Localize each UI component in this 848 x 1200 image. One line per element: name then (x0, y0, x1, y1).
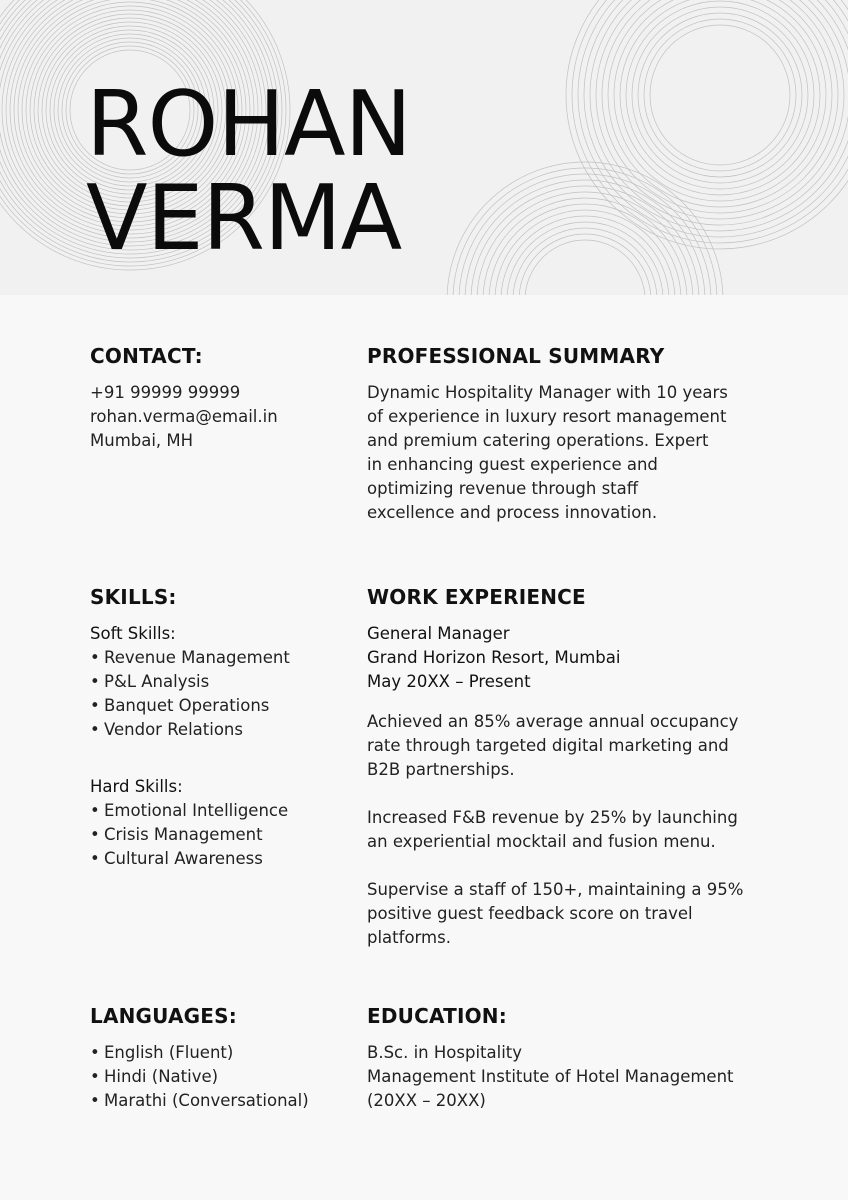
summary-heading: PROFESSIONAL SUMMARY (367, 344, 665, 368)
education-degree: B.Sc. in Hospitality (367, 1043, 523, 1062)
achievement-line: platforms. (367, 928, 451, 947)
contact-details (90, 381, 330, 453)
education-details (367, 1041, 787, 1113)
summary-text (367, 381, 767, 525)
achievement-line: B2B partnerships. (367, 760, 515, 779)
contact-heading: CONTACT: (90, 344, 203, 368)
achievement-line: positive guest feedback score on travel (367, 904, 693, 923)
languages-heading: LANGUAGES: (90, 1004, 237, 1028)
education-years: (20XX – 20XX) (367, 1091, 486, 1110)
skills-list (90, 622, 340, 871)
list-item: • Hindi (Native) (90, 1065, 350, 1089)
summary-line: and premium catering operations. Expert (367, 431, 709, 450)
hard-skills-label: Hard Skills: (90, 777, 183, 796)
achievement-line: rate through targeted digital marketing and (367, 736, 729, 755)
list-item: • Cultural Awareness (90, 847, 340, 871)
achievement-line: an experiential mocktail and fusion menu. (367, 832, 716, 851)
summary-line: in enhancing guest experience and (367, 455, 658, 474)
summary-line: of experience in luxury resort management (367, 407, 727, 426)
languages-list (90, 1041, 350, 1113)
list-item: • Revenue Management (90, 646, 340, 670)
candidate-name (86, 72, 411, 271)
achievement-line: Increased F&B revenue by 25% by launching (367, 808, 738, 827)
experience-details (367, 622, 777, 950)
list-item: • English (Fluent) (90, 1041, 350, 1065)
job-company: Grand Horizon Resort, Mumbai (367, 648, 621, 667)
list-item: • Emotional Intelligence (90, 799, 340, 823)
achievement-line: Supervise a staff of 150+, maintaining a 95% (367, 880, 744, 899)
summary-line: excellence and process innovation. (367, 503, 658, 522)
summary-line: Dynamic Hospitality Manager with 10 years (367, 383, 728, 402)
job-dates: May 20XX – Present (367, 672, 531, 691)
achievement-line: Achieved an 85% average annual occupancy (367, 712, 739, 731)
list-item: • P&L Analysis (90, 670, 340, 694)
list-item: • Banquet Operations (90, 694, 340, 718)
list-item: • Marathi (Conversational) (90, 1089, 350, 1113)
experience-heading: WORK EXPERIENCE (367, 585, 586, 609)
list-item: • Vendor Relations (90, 718, 340, 742)
list-item: • Crisis Management (90, 823, 340, 847)
education-institute: Management Institute of Hotel Management (367, 1067, 734, 1086)
hard-skills-list (90, 799, 340, 871)
contact-email: rohan.verma@email.in (90, 407, 278, 426)
first-name: ROHAN (86, 72, 411, 177)
education-heading: EDUCATION: (367, 1004, 507, 1028)
soft-skills-list (90, 646, 340, 742)
last-name: VERMA (86, 166, 402, 271)
job-role: General Manager (367, 624, 510, 643)
skills-heading: SKILLS: (90, 585, 177, 609)
contact-location: Mumbai, MH (90, 431, 194, 450)
summary-line: optimizing revenue through staff (367, 479, 639, 498)
contact-phone: +91 99999 99999 (90, 383, 241, 402)
soft-skills-label: Soft Skills: (90, 624, 176, 643)
